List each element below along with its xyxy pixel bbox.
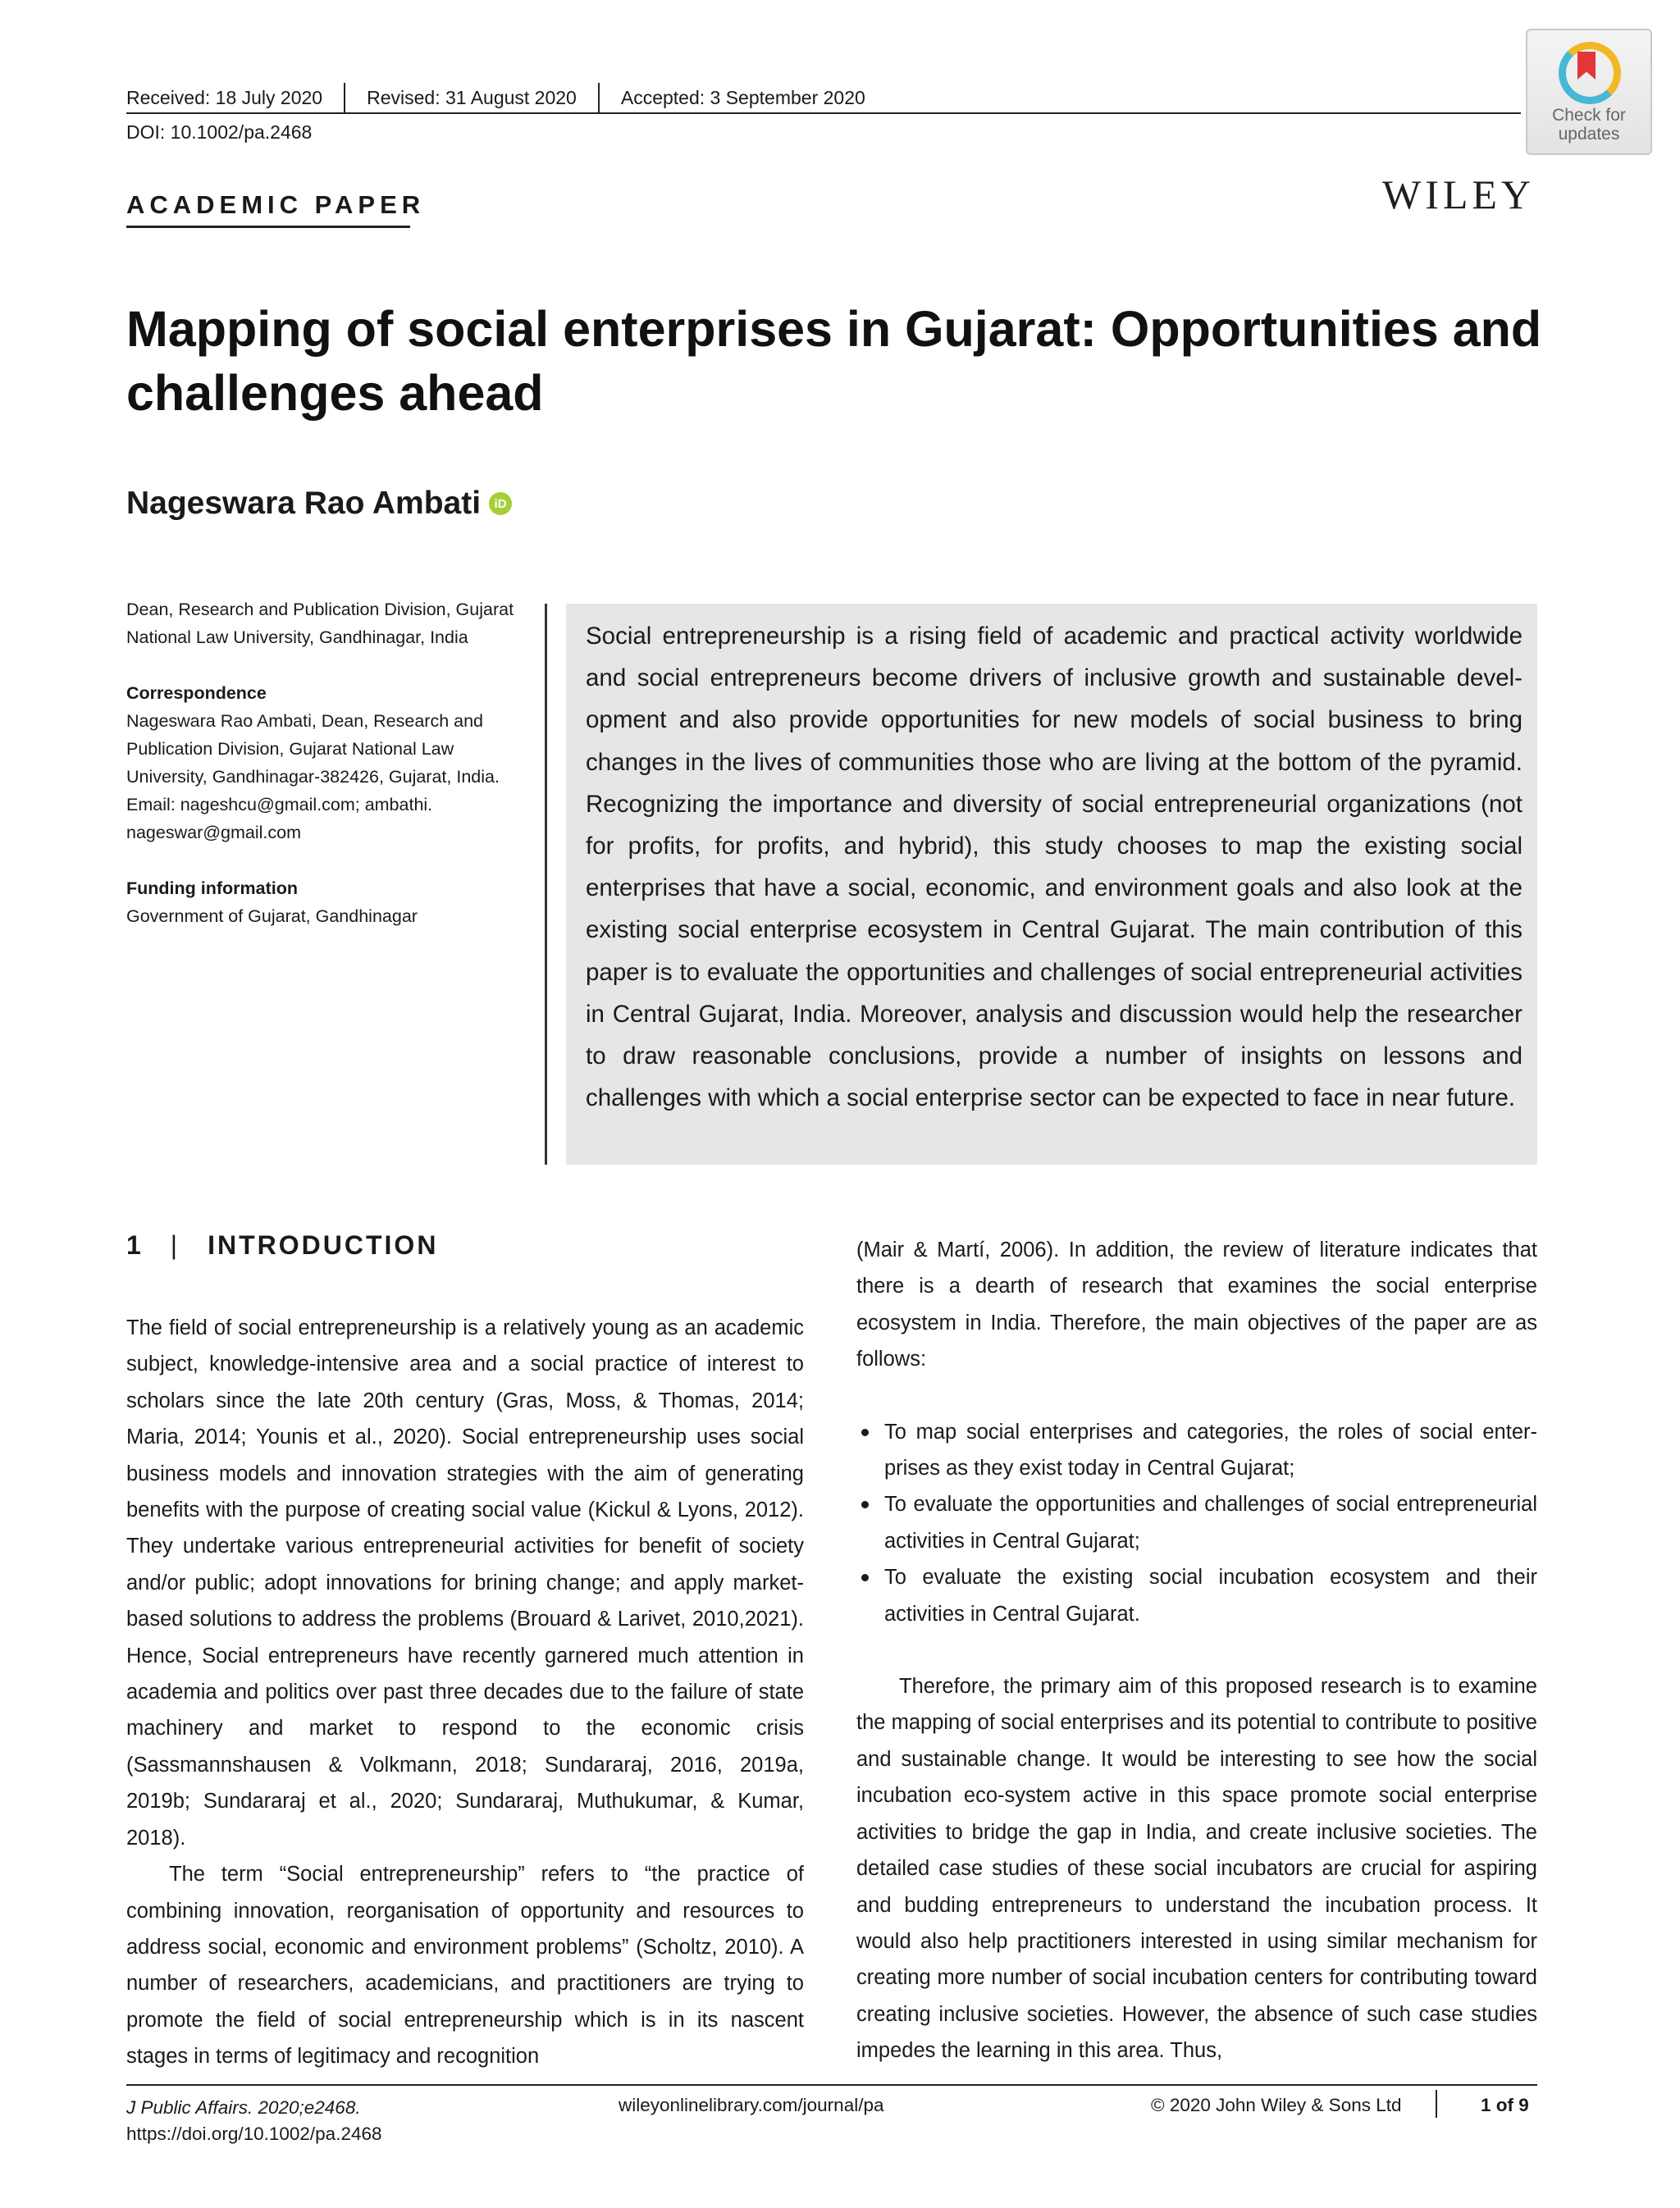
section-number: 1 (126, 1230, 141, 1260)
revised-date: Revised: 31 August 2020 (367, 86, 577, 108)
email[interactable]: Email: nageshcu@gmail.com; ambathi. nageswar@gmail.com (126, 795, 433, 842)
article-type: ACADEMIC PAPER (126, 190, 426, 219)
funding-label: Funding information (126, 878, 298, 898)
copyright: © 2020 John Wiley & Sons Ltd (1151, 2095, 1402, 2115)
intro-paragraph-3: (Mair & Martí, 2006). In addition, the review of literature indicates that there is a dearth of research that examines the social enterprise ecosystem in India. Therefore, the main objectives of the paper are as follows: (856, 1239, 1537, 1371)
article-history (126, 83, 865, 112)
page-number: 1 of 9 (1481, 2095, 1529, 2115)
funding-text: Government of Gujarat, Gandhinagar (126, 906, 418, 926)
divider (344, 83, 345, 112)
list-item: To evaluate the existing social incubation ecosystem and their activities in Central Gujarat. (856, 1559, 1537, 1632)
doi-link[interactable]: https://doi.org/10.1002/pa.2468 (126, 2124, 382, 2144)
column-divider (545, 604, 547, 1165)
footer-rule (126, 2084, 1537, 2086)
affiliation: Dean, Research and Publication Division, Gujarat National Law University, Gandhinagar, India (126, 600, 514, 647)
objectives-list (856, 1414, 1537, 1632)
abstract: Social entrepreneurship is a rising field of academic and practical activity worldwide and social entrepreneurs become drivers of inclusive growth and sustainable development and also provide opportunities for new models of social business to bring changes in the lives of communities those who are living at the bottom of the pyramid. Recognizing the importance and diversity of social entrepreneurial organizations (not for profits, for profits, and hybrid), this study chooses to map the existing social enterprises that have a social, economic, and environment goals and also look at the existing social enterprise ecosystem in Central Gujarat. The main contribution of this paper is to evaluate the opportunities and challenges of social entrepreneurial activities in Central Gujarat, India. Moreover, analysis and discussion would help the researcher to draw reasonable conclusions, provide a number of insights on lessons and challenges with which a social enterprise sector can be expected to face in near future. (566, 604, 1537, 1165)
author-name[interactable]: Nageswara Rao Ambati (126, 486, 482, 521)
doi[interactable]: DOI: 10.1002/pa.2468 (126, 121, 313, 143)
orcid-icon[interactable]: iD (489, 492, 512, 515)
article-type-underline (126, 226, 410, 228)
paper-title: Mapping of social enterprises in Gujarat: Opportunities and challenges ahead (126, 301, 1542, 421)
section-heading-introduction (126, 1230, 438, 1261)
intro-paragraph-4: Therefore, the primary aim of this proposed research is to examine the mapping of social enterprises and its potential to contribute to positive and sustainable change. It would be interesting to see how the social incubation eco-system active in this space promote social enterprise activities to bridge the gap in India, and create inclusive societies. The detailed case studies of these social incubators are crucial for aspiring and budding entrepreneurs to understand the incubation process. It would also help practitioners interested in using similar mechanism for creating more number of social incubation centers for contributing toward creating inclusive societies. However, the absence of such case studies impedes the learning in this area. Thus, (856, 1675, 1537, 2063)
journal-site-link[interactable]: wileyonlinelibrary.com/journal/pa (619, 2095, 884, 2115)
correspondence-label: Correspondence (126, 683, 267, 703)
divider (598, 83, 600, 112)
correspondence-text: Nageswara Rao Ambati, Dean, Research and Publication Division, Gujarat National Law University, Gandhinagar-382426, Gujarat, India. (126, 711, 500, 787)
intro-paragraph-2: The term “Social entrepreneurship” refers to “the practice of combining innovation, reorganisation of opportunity and resources to address social, economic and environment problems” (Scholtz, 2010). A number of researchers, academicians, and practitioners are trying to promote the field of social entrepreneurship which is in its nascent stages in terms of legitimacy and recognition (126, 1863, 804, 2069)
intro-paragraph-1: The field of social entrepreneurship is a relatively young as an academic subject, knowledge-intensive area and a social practice of interest to scholars since the late 20th century (Gras, Moss, & Thomas, 2014; Maria, 2014; Younis et al., 2020). Social entrepreneurship uses social business models and innovation strategies with the aim of generating benefits with the purpose of creating social value (Kickul & Lyons, 2012). They undertake various entrepreneurial activities for benefit of society and/or public; adopt innovations for brining change; and apply market-based solutions to address the problems (Brouard & Larivet, 2010,2021). Hence, Social entrepreneurs have recently garnered much attention in academia and politics over past three decades due to the failure of state machinery and market to respond to the economic crisis (Sassmannshausen & Volkmann, 2018; Sundararaj, 2016, 2019a, 2019b; Sundararaj et al., 2020; Sundararaj, Muthukumar, & Kumar, 2018). (126, 1316, 804, 1850)
section-separator: | (170, 1230, 180, 1260)
body-column-right (856, 1232, 1537, 2069)
section-title: INTRODUCTION (208, 1230, 439, 1260)
body-column-left (126, 1310, 804, 2075)
affiliation-column (126, 595, 536, 930)
check-for-updates-button[interactable] (1526, 29, 1652, 155)
footer-citation (126, 2095, 382, 2147)
header-rule (126, 112, 1521, 114)
publisher-logo: WILEY (1382, 171, 1536, 217)
accepted-date: Accepted: 3 September 2020 (620, 86, 865, 108)
received-date: Received: 18 July 2020 (126, 86, 323, 108)
journal-citation: J Public Affairs. 2020;e2468. (126, 2097, 361, 2118)
badge-label: Check for updates (1552, 106, 1626, 144)
footer-divider (1436, 2090, 1437, 2118)
list-item: To evaluate the opportunities and challenges of social entrepreneurial activities in Central Gujarat; (856, 1486, 1537, 1559)
list-item: To map social enterprises and categories, the roles of social enterprises as they exist today in Central Gujarat; (856, 1414, 1537, 1487)
author-line (126, 486, 512, 522)
